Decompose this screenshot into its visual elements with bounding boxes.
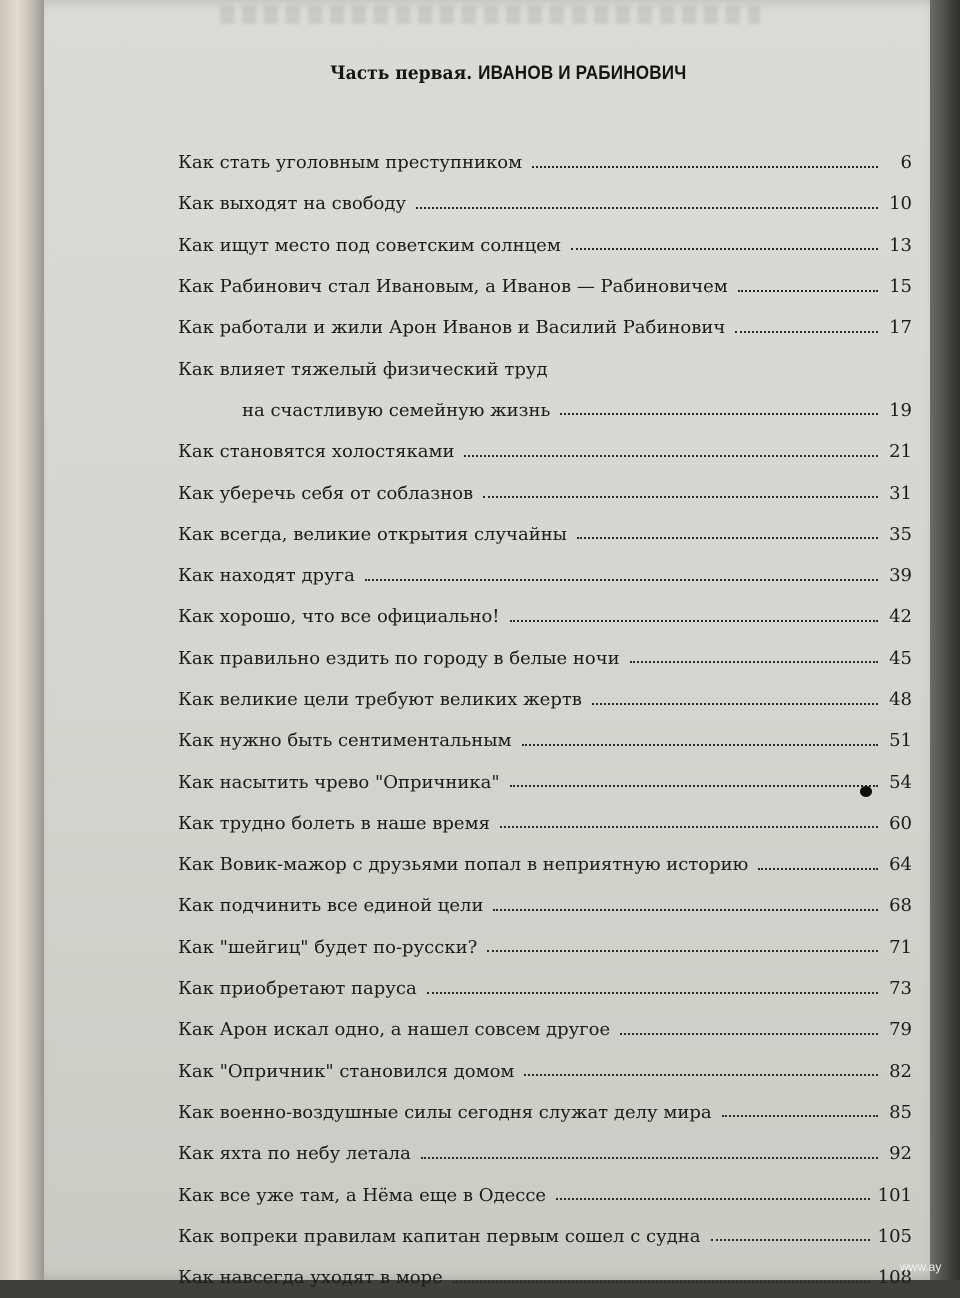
toc-entry [178, 844, 912, 885]
toc-entry-title: Как ищут место под советским солнцем [178, 234, 561, 256]
toc-entry [178, 555, 912, 596]
dot-leader [416, 207, 878, 209]
toc-entry-page: 51 [889, 730, 912, 752]
toc-entry-title: Как подчинить все единой цели [178, 895, 484, 917]
toc-entry-title: Как все уже там, а Нёма еще в Одессе [178, 1184, 547, 1206]
toc-entry-page: 108 [877, 1267, 912, 1289]
dot-leader [560, 413, 878, 415]
toc-entry-title: Как "Опричник" становился домом [178, 1060, 515, 1082]
toc-entry-page: 82 [889, 1060, 912, 1082]
toc-entry-multiline-start [178, 348, 912, 389]
toc-entry [178, 596, 912, 637]
toc-entry-title: Как "шейгиц" будет по-русски? [178, 936, 478, 958]
toc-entry-title: Как трудно болеть в наше время [178, 812, 490, 834]
toc-entry-title: Как хорошо, что все официально! [178, 606, 500, 628]
toc-entry [178, 968, 912, 1009]
toc-entry-page: 35 [889, 523, 912, 545]
dot-leader [524, 1074, 878, 1076]
dot-leader [630, 661, 878, 663]
toc-entry-page: 71 [889, 936, 912, 958]
toc-entry-page: 13 [889, 234, 912, 256]
dot-leader [483, 496, 878, 498]
toc-entry [178, 266, 912, 307]
toc-entry-page: 60 [889, 812, 912, 834]
toc-entry [178, 472, 912, 513]
toc-entry-page: 73 [889, 978, 912, 1000]
dot-leader [365, 579, 878, 581]
toc-entry [178, 720, 912, 761]
toc-entry-page: 54 [889, 771, 912, 793]
dot-leader [722, 1115, 878, 1117]
toc-entry-page: 101 [877, 1184, 912, 1206]
toc-entry [178, 927, 912, 968]
toc-entry-page: 92 [889, 1143, 912, 1165]
toc-entry-page: 10 [889, 193, 912, 215]
toc-entry-title: Как Арон искал одно, а нашел совсем другое [178, 1019, 611, 1041]
dot-leader [735, 331, 878, 333]
toc-entry [178, 638, 912, 679]
toc-entry [178, 679, 912, 720]
toc-entry-title: Как всегда, великие открытия случайны [178, 523, 568, 545]
toc-entry [178, 225, 912, 266]
toc-entry-page: 15 [889, 276, 912, 298]
toc-entry-page: 6 [900, 152, 912, 174]
show-through-text [220, 6, 760, 24]
dot-leader [758, 868, 878, 870]
part-label: Часть первая. [330, 62, 473, 84]
dot-leader [571, 248, 878, 250]
toc-entry-title: Как навсегда уходят в море [178, 1267, 443, 1289]
dot-leader [453, 1281, 870, 1283]
toc-entry-title: Как становятся холостяками [178, 441, 455, 463]
toc-entry-title: Как нужно быть сентиментальным [178, 730, 512, 752]
dot-leader [510, 785, 878, 787]
toc-entry-page: 39 [889, 565, 912, 587]
part-heading [330, 62, 686, 85]
dot-leader [738, 290, 878, 292]
toc-entry-title: Как влияет тяжелый физический труд [178, 358, 548, 380]
dot-leader [487, 950, 878, 952]
toc-entry-title: Как Вовик-мажор с друзьями попал в неприятную историю [178, 854, 749, 876]
toc-entry [178, 885, 912, 926]
toc-entry [178, 431, 912, 472]
dot-leader [421, 1157, 878, 1159]
toc-entry-continuation [178, 390, 912, 431]
watermark: www.ay [900, 1260, 942, 1274]
toc-entry [178, 183, 912, 224]
dot-leader [427, 992, 878, 994]
toc-entry-page: 79 [889, 1019, 912, 1041]
toc-entry [178, 514, 912, 555]
toc-entry [178, 1174, 912, 1215]
dot-leader [620, 1033, 878, 1035]
dot-leader [464, 455, 878, 457]
toc-entry-page: 105 [877, 1225, 912, 1247]
toc-entry-page: 85 [889, 1101, 912, 1123]
toc-entry-title: Как приобретают паруса [178, 978, 417, 1000]
toc-entry [178, 761, 912, 802]
part-title: ИВАНОВ И РАБИНОВИЧ [478, 63, 687, 84]
toc-entry-page: 68 [889, 895, 912, 917]
toc-entry [178, 803, 912, 844]
toc-entry-title: Как работали и жили Арон Иванов и Василий Рабинович [178, 317, 726, 339]
toc-entry [178, 1133, 912, 1174]
dot-leader [510, 620, 878, 622]
toc-entry [178, 1257, 912, 1298]
toc-entry [178, 1009, 912, 1050]
toc-entry-page: 19 [889, 399, 912, 421]
toc-entry-title: Как яхта по небу летала [178, 1143, 411, 1165]
toc-entry-page: 31 [889, 482, 912, 504]
toc-entry-title: Как стать уголовным преступником [178, 152, 523, 174]
toc-entry-page: 17 [889, 317, 912, 339]
toc-entry-title: Как насытить чрево "Опричника" [178, 771, 500, 793]
dot-leader [500, 826, 878, 828]
toc-entry-page: 45 [889, 647, 912, 669]
dot-leader [711, 1239, 870, 1241]
toc-entry-page: 42 [889, 606, 912, 628]
dot-leader [493, 909, 878, 911]
toc-entry-title: Как правильно ездить по городу в белые ночи [178, 647, 620, 669]
dot-leader [577, 537, 878, 539]
toc-entry-title: Как Рабинович стал Ивановым, а Иванов — Рабиновичем [178, 276, 728, 298]
toc-entry-title: Как великие цели требуют великих жертв [178, 689, 582, 710]
toc-entry-title: Как находят друга [178, 565, 355, 587]
toc-entry-title: Как военно-воздушные силы сегодня служат делу мира [178, 1101, 712, 1123]
toc-entry-page: 21 [889, 441, 912, 463]
dot-leader [532, 166, 878, 168]
toc-entry-title: Как вопреки правилам капитан первым сошел с судна [178, 1225, 701, 1247]
toc-entry [178, 307, 912, 348]
page-shadow [930, 0, 960, 1280]
dot-leader [556, 1198, 870, 1200]
dot-leader [522, 744, 878, 746]
book-page-edges [0, 0, 44, 1280]
toc-entry-title: Как выходят на свободу [178, 193, 407, 215]
toc-entry [178, 1092, 912, 1133]
toc-entry [178, 1216, 912, 1257]
toc-entry-title: на счастливую семейную жизнь [242, 399, 551, 421]
toc-entry [178, 142, 912, 183]
dot-leader [592, 703, 878, 705]
toc-entry-title: Как уберечь себя от соблазнов [178, 482, 474, 504]
toc-entry-page: 64 [889, 854, 912, 876]
toc-entry [178, 1051, 912, 1092]
table-of-contents [178, 142, 912, 1298]
ink-spot [860, 786, 872, 797]
toc-entry-page: 48 [889, 689, 912, 710]
